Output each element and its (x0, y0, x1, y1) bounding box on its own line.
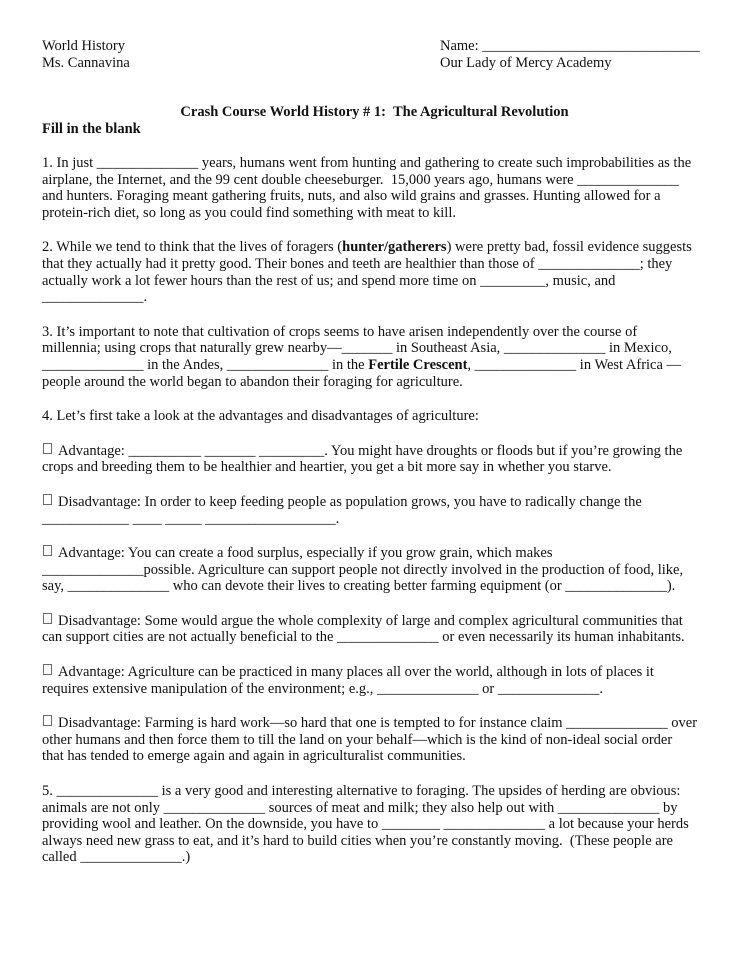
text: crops and breeding them to be healthier and heartier, you get a bit more say in whether you starve. (42, 459, 612, 476)
text: Advantage: Agriculture can be practiced in many places all over the world, although in lots of places it (58, 664, 654, 681)
text-line (42, 748, 714, 765)
text: ____________ ____ _____ __________________. (42, 510, 340, 527)
text: airplane, the Internet, and the 99 cent double cheeseburger. 15,000 years ago, humans were ______________ (42, 171, 679, 188)
text: providing wool and leather. On the downside, you have to ________ ______________ a lot because your herds (42, 816, 689, 833)
empty-checkbox-icon (43, 664, 52, 675)
empty-checkbox-icon (43, 613, 52, 624)
text-line (42, 629, 714, 646)
empty-checkbox-icon (43, 494, 52, 505)
header-left (42, 38, 130, 71)
empty-checkbox-icon (43, 545, 52, 556)
text-line (42, 715, 714, 732)
text: always need new grass to eat, and it’s hard to build cities when you’re constantly moving. (These people are (42, 832, 673, 849)
text-line (42, 172, 714, 189)
text-line (42, 578, 714, 595)
name-blank-line: ______________________________ (482, 38, 700, 54)
text-line (42, 494, 714, 511)
paragraph (42, 443, 714, 476)
text-line (42, 833, 714, 850)
bold-text: hunter/gatherers (342, 239, 447, 256)
text: Disadvantage: Some would argue the whole complexity of large and complex agricultural communities that (58, 612, 683, 629)
text: 4. Let’s first take a look at the advantages and disadvantages of agriculture: (42, 408, 479, 425)
text: ______________possible. Agriculture can support people not directly involved in the production of food, like, (42, 561, 684, 578)
paragraph (42, 664, 714, 697)
text-line (42, 374, 714, 391)
text-line (42, 664, 714, 681)
paragraph (42, 783, 714, 866)
text: Disadvantage: Farming is hard work—so hard that one is tempted to for instance claim ______________ over (58, 715, 698, 732)
text: other humans and then force them to till the land on your behalf—which is the kind of non-ideal social order (42, 731, 673, 748)
text-line (42, 459, 714, 476)
text-line (42, 849, 714, 866)
text-line (42, 256, 714, 273)
text: 1. In just ______________ years, humans went from hunting and gathering to create such improbabilities as the (42, 155, 692, 171)
text-line (42, 562, 714, 579)
paragraph (42, 613, 714, 646)
text-line (42, 340, 714, 357)
text: Disadvantage: In order to keep feeding people as population grows, you have to radically change the (58, 493, 642, 510)
paragraphs (42, 155, 714, 884)
text-line (42, 816, 714, 833)
text-line (42, 155, 714, 172)
text: and hunters. Foraging meant gathering fruits, nuts, and also wild grains and grasses. Hunting allowed for a (42, 188, 661, 205)
text: people around the world began to abandon their foraging for agriculture. (42, 373, 463, 390)
text-line (42, 800, 714, 817)
text: requires extensive manipulation of the environment; e.g., ______________ or ______________. (42, 680, 603, 697)
school-name: Our Lady of Mercy Academy (440, 54, 612, 71)
text-line (42, 545, 714, 562)
text: millennia; using crops that naturally grew nearby—_______ in Southeast Asia, ______________ in Mexico, (42, 340, 672, 357)
paragraph (42, 324, 714, 390)
bold-text: Fertile Crescent (368, 356, 468, 373)
section-heading: Fill in the blank (42, 121, 141, 137)
text: that has tended to emerge again and again in agriculturalist communities. (42, 748, 466, 765)
text: , ______________ in West Africa — (467, 356, 682, 373)
paragraph (42, 545, 714, 595)
text: animals are not only ______________ sources of meat and milk; they also help out with ______________ by (42, 799, 678, 816)
text: called ______________.) (42, 849, 191, 866)
text-line (42, 783, 714, 800)
text-line (42, 289, 714, 306)
text: say, ______________ who can devote their lives to creating better farming equipment (or ______________). (42, 578, 676, 595)
teacher-name: Ms. Cannavina (42, 54, 130, 71)
paragraph (42, 239, 714, 305)
text: 5. ______________ is a very good and interesting alternative to foraging. The upsides of herding are obvious: (42, 783, 681, 800)
text-line (42, 681, 714, 698)
paragraph (42, 715, 714, 765)
text-line (42, 324, 714, 341)
name-label: Name: (440, 38, 483, 54)
text-line (42, 443, 714, 460)
text-line (42, 205, 714, 222)
text: 3. It’s important to note that cultivation of crops seems to have arisen independently over the course of (42, 323, 638, 340)
header-right (440, 38, 710, 71)
text-line (42, 732, 714, 749)
paragraph (42, 494, 714, 527)
text: ) were pretty bad, fossil evidence suggests (446, 239, 692, 256)
text: Advantage: __________ _______ _________. You might have droughts or floods but if you’re growing the (58, 442, 683, 459)
name-line (440, 38, 710, 55)
text: ______________. (42, 289, 148, 306)
text: 2. While we tend to think that the lives of foragers ( (42, 239, 343, 256)
text: that they actually had it pretty good. Their bones and teeth are healthier than those of ______________; they (42, 255, 673, 272)
text-line (42, 408, 714, 425)
empty-checkbox-icon (43, 443, 52, 454)
text: Advantage: You can create a food surplus, especially if you grow grain, which makes (58, 545, 553, 562)
empty-checkbox-icon (43, 715, 52, 726)
paragraph (42, 408, 714, 425)
text-line (42, 511, 714, 528)
text-line (42, 357, 714, 374)
text: ______________ in the Andes, ______________ in the (42, 356, 369, 373)
text: protein-rich diet, so long as you could find something with meat to kill. (42, 204, 456, 221)
text-line (42, 613, 714, 630)
text: can support cities are not actually beneficial to the ______________ or even necessarily its human inhabitants. (42, 629, 685, 646)
text-line (42, 273, 714, 290)
worksheet-title: Crash Course World History # 1: The Agricultural Revolution (180, 104, 569, 120)
course-name: World History (42, 38, 126, 54)
text: actually work a lot fewer hours than the rest of us; and spend more time on _________, music, and (42, 272, 616, 289)
text-line (42, 188, 714, 205)
paragraph (42, 155, 714, 221)
text-line (42, 239, 714, 256)
